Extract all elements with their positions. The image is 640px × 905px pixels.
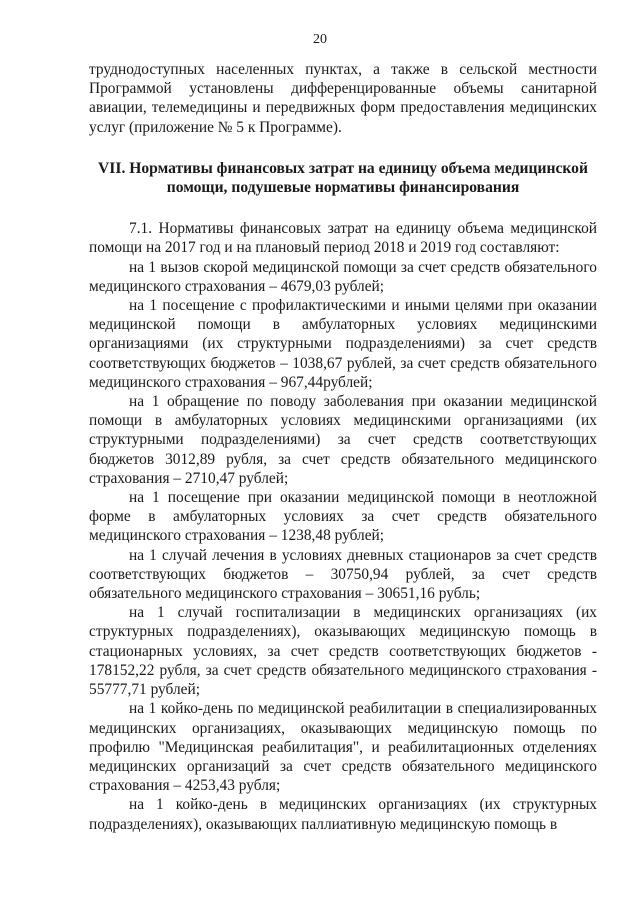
norm-item-disease-appeal: на 1 обращение по поводу заболевания при оказании медицинской помощи в амбулаторных условиях медицинскими организациями (их структурными подразделениями) за счет средств соответствующих бюджетов 3012,89 рубля, за счет средств обязательного медицинского страхования – 2710,47 рублей; — [89, 393, 597, 487]
page-number: 20 — [313, 32, 327, 47]
norm-item-ambulance-call: на 1 вызов скорой медицинской помощи за счет средств обязательного медицинского страхования – 4679,03 рублей; — [89, 258, 597, 295]
section-heading: VII. Нормативы финансовых затрат на единицу объема медицинской помощи, подушевые нормативы финансирования — [98, 159, 588, 197]
norm-item-urgent-visit: на 1 посещение при оказании медицинской помощи в неотложной форме в амбулаторных условиях за счет средств обязательного медицинского страхования – 1238,48 рублей; — [89, 489, 597, 545]
document-body — [89, 60, 597, 834]
norm-item-hospitalization: на 1 случай госпитализации в медицинских организациях (их структурных подразделениях), оказывающих медицинскую помощь в стационарных условиях, за счет средств соответствующих бюджетов - 178152,22 рубля, за счет средств обязательного медицинского страхования - 55777,71 рублей; — [89, 604, 597, 699]
norm-item-rehabilitation-bed-day: на 1 койко-день по медицинской реабилитации в специализированных медицинских организациях, оказывающих медицинскую помощь по профилю "Медицинская реабилитация", и реабилитационных отделениях медицинских организаций за счет средств обязательного медицинского страхования – 4253,43 рубля; — [89, 700, 597, 795]
lead-paragraph: 7.1. Нормативы финансовых затрат на единицу объема медицинской помощи на 2017 год и на плановый период 2018 и 2019 год составляют: — [89, 220, 597, 257]
norm-item-preventive-visit: на 1 посещение с профилактическими и иными целями при оказании медицинской помощи в амбулаторных условиях медицинскими организациями (их структурными подразделениями) за счет средств соответствующих бюджетов – 1038,67 рублей, за счет средств обязательного медицинского страхования – 967,44рублей; — [89, 297, 597, 391]
norm-item-day-hospital: на 1 случай лечения в условиях дневных стационаров за счет средств соответствующих бюджетов – 30750,94 рублей, за счет средств обязательного медицинского страхования – 30651,16 рубль; — [89, 546, 597, 603]
intro-paragraph: труднодоступных населенных пунктах, а также в сельской местности Программой установлены дифференцированные объемы санитарной авиации, телемедицины и передвижных форм предоставления медицинских услуг (приложение № 5 к Программе). — [89, 61, 597, 136]
norm-item-palliative-bed-day: на 1 койко-день в медицинских организациях (их структурных подразделениях), оказывающих паллиативную медицинскую помощь в — [89, 796, 597, 833]
